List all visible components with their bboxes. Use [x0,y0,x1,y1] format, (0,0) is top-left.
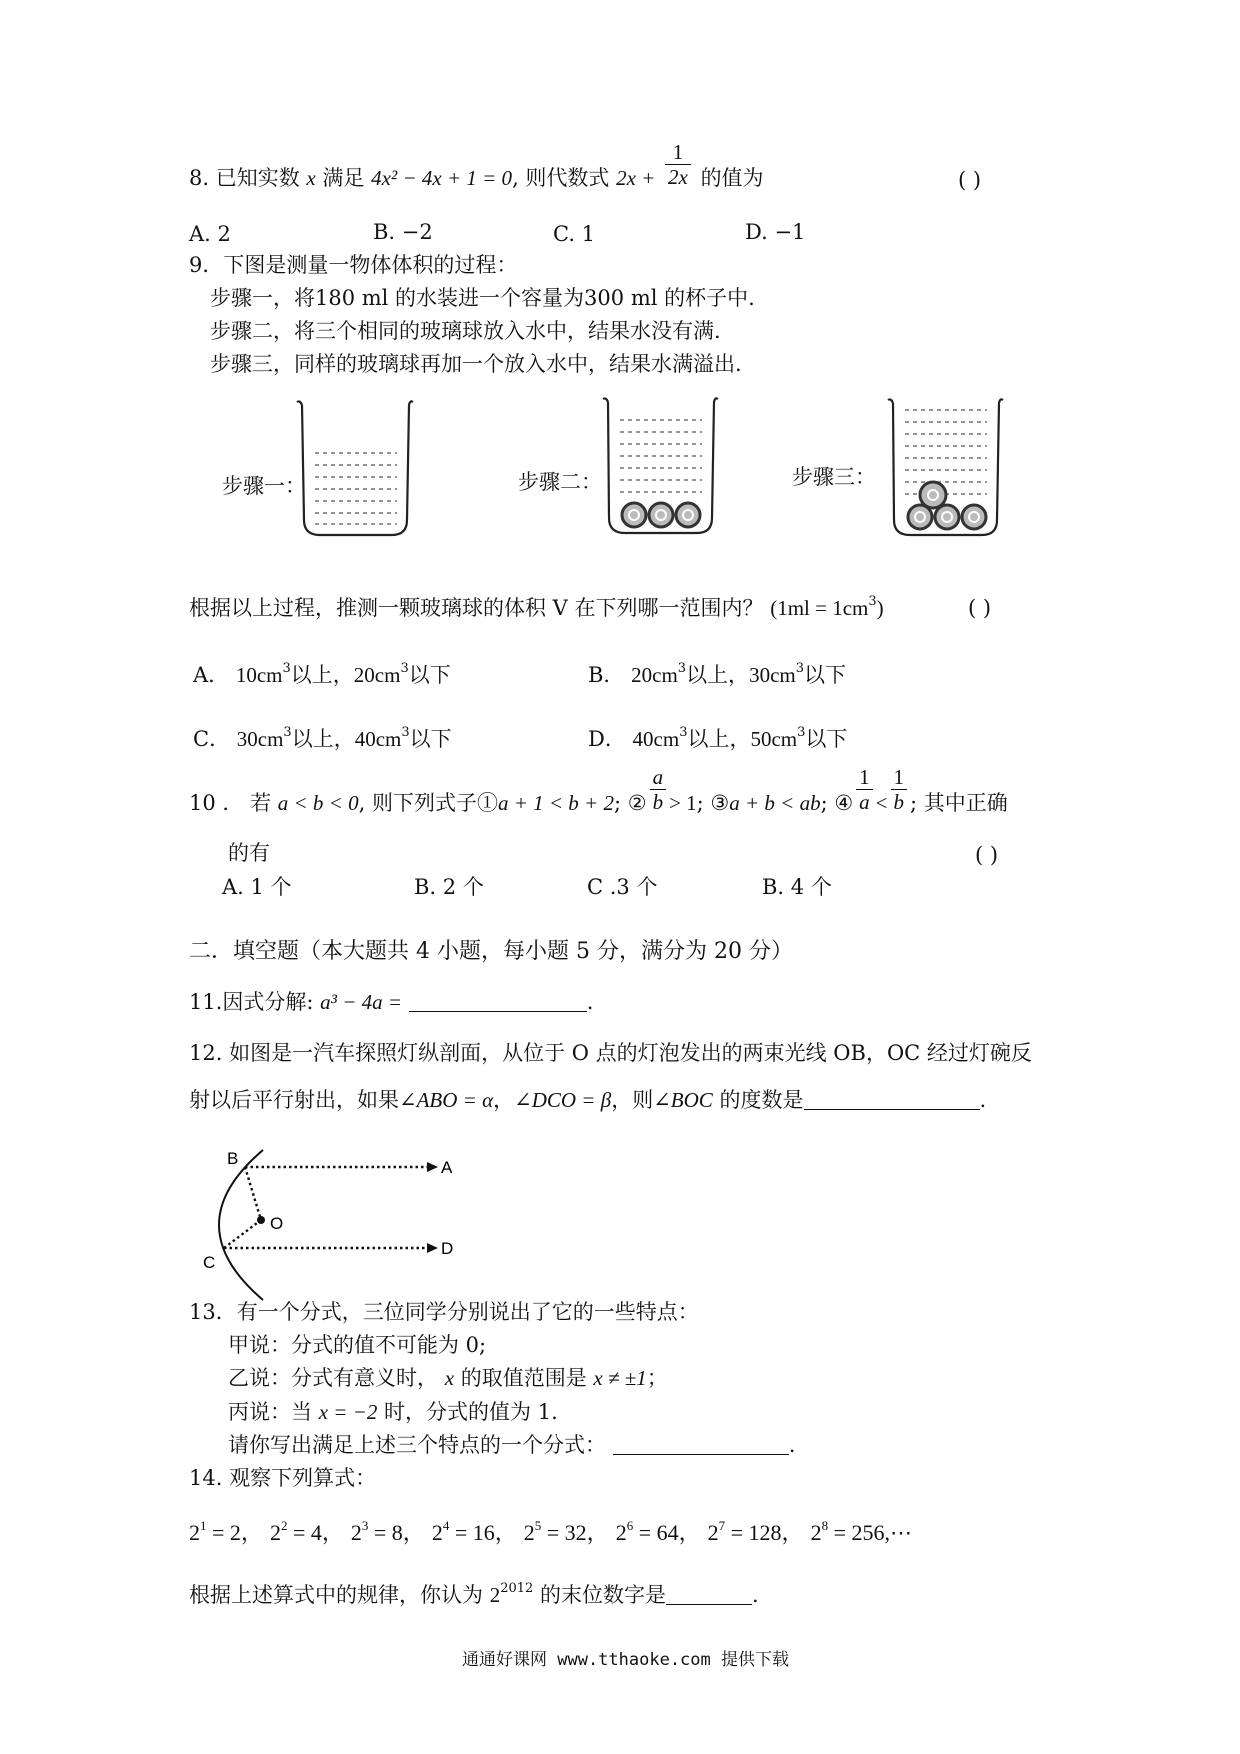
q14-powers: $2^1 = 2$， $2^2 = 4$， $2^3 = 8$， $2^4 = 16$， $2^5 = 32$， $2^6 = 64$， $2^7 = 128$， $2^8$ = 256,⋯ [189,1518,912,1545]
q8-option-b: B. −2 [373,220,433,244]
q10-option-a: A. 1 个 [222,875,292,899]
q14-answer-blank[interactable] [666,1604,752,1605]
q8-fraction: $\frac{1}{2x}$ [665,140,691,189]
q8-option-d: D. −1 [745,220,806,244]
q8-stem: 8. 已知实数 x 满足 4x² − 4x + 1 = 0, 则代数式 2x + $\frac{1}{2x}$ 的值为 [189,139,764,190]
q9-step-1: 步骤一，将180 ml 的水装进一个容量为300 ml 的杯子中. [210,286,755,310]
section-2-heading: 二．填空题（本大题共 4 小题，每小题 5 分，满分为 20 分） [189,939,793,964]
glass-balls-step2 [622,503,700,527]
q10-frac-1-over-b: $\frac{1}{b}$ [891,765,908,814]
q11: 11.因式分解: a³ − 4a = . [189,990,594,1014]
beaker-figures [0,0,1240,560]
q8-option-a: A. 2 [189,222,231,246]
label-O: O [270,1214,284,1233]
q10-frac-a-over-b: $\frac{a}{b}$ [650,765,667,814]
headlight-diagram [195,1140,495,1310]
q13-jia: 甲说：分式的值不可能为 0; [228,1333,487,1357]
q9-option-b: B． $20cm^3$以上，$30cm^3$以下 [588,661,846,687]
label-B: B [227,1149,239,1168]
q10-stem: 10 ． 若 a < b < 0, 则下列式子①a + 1 < b + 2; ② $\frac{a}{b}$ > 1; ③a + b < ab; ④ $\frac{1}{a}$ < $\frac{1}{b}$ ; 其中正确 [189,764,1008,815]
q12-line2: 射以后平行射出，如果∠ABO = α，∠DCO = β，则∠BOC 的度数是 . [189,1088,987,1112]
label-D: D [441,1239,454,1258]
q8-answer-bracket: ( ) [958,168,982,192]
label-C: C [203,1253,216,1272]
label-A: A [441,1158,453,1177]
q12-answer-blank[interactable] [804,1109,980,1110]
q14-ask: 根据上述算式中的规律，你认为 $2^{2012}$ 的末位数字是 . [189,1581,759,1607]
q9-question: 根据以上过程，推测一颗玻璃球的体积 V 在下列哪一范围内？ $(1ml = 1cm^3)$ [189,594,884,620]
q9-step-3: 步骤三，同样的玻璃球再加一个放入水中，结果水满溢出. [210,352,742,376]
q10-answer-bracket: ( ) [975,843,999,867]
q13-bing: 丙说：当 x = −2 时，分式的值为 1. [228,1400,558,1424]
step1-label: 步骤一： [222,474,306,498]
q13-title: 13．有一个分式，三位同学分别说出了它的一些特点： [189,1300,699,1324]
q8-option-c: C. 1 [553,222,596,246]
q14-title: 14. 观察下列算式： [189,1466,377,1490]
q10-option-b: B. 2 个 [414,875,484,899]
q10-option-c: C .3 个 [587,875,658,899]
step2-label: 步骤二： [518,470,602,494]
q11-answer-blank[interactable] [409,1011,587,1012]
page-footer: 通通好课网 www.tthaoke.com 提供下载 [462,1650,789,1670]
beaker-3 [888,399,1003,535]
q9-option-d: D． $40cm^3$以上，$50cm^3$以下 [588,725,848,751]
beaker-2 [603,398,718,533]
q12-line1: 12. 如图是一汽车探照灯纵剖面，从位于 O 点的灯泡发出的两束光线 OB，OC 经过灯碗反 [189,1041,1032,1065]
q13-yi: 乙说：分式有意义时， x 的取值范围是 x ≠ ±1； [228,1366,668,1390]
q9-option-a: A． $10cm^3$以上，$20cm^3$以下 [193,661,451,687]
q9-answer-bracket: ( ) [968,596,992,620]
q13-answer-blank[interactable] [613,1454,789,1455]
q10-frac-1-over-a: $\frac{1}{a}$ [856,765,873,814]
q9-title: 9．下图是测量一物体体积的过程： [189,253,518,277]
q10-option-d: B. 4 个 [762,875,832,899]
q10-line2: 的有 [228,841,270,865]
q9-step-2: 步骤二，将三个相同的玻璃球放入水中，结果水没有满. [210,319,721,343]
q9-option-c: C． $30cm^3$以上，$40cm^3$以下 [193,725,452,751]
q8-equation: 4x² − 4x + 1 = 0 [371,166,513,190]
step3-label: 步骤三： [792,465,876,489]
q13-ask: 请你写出满足上述三个特点的一个分式： . [228,1433,796,1457]
beaker-1 [297,401,413,535]
